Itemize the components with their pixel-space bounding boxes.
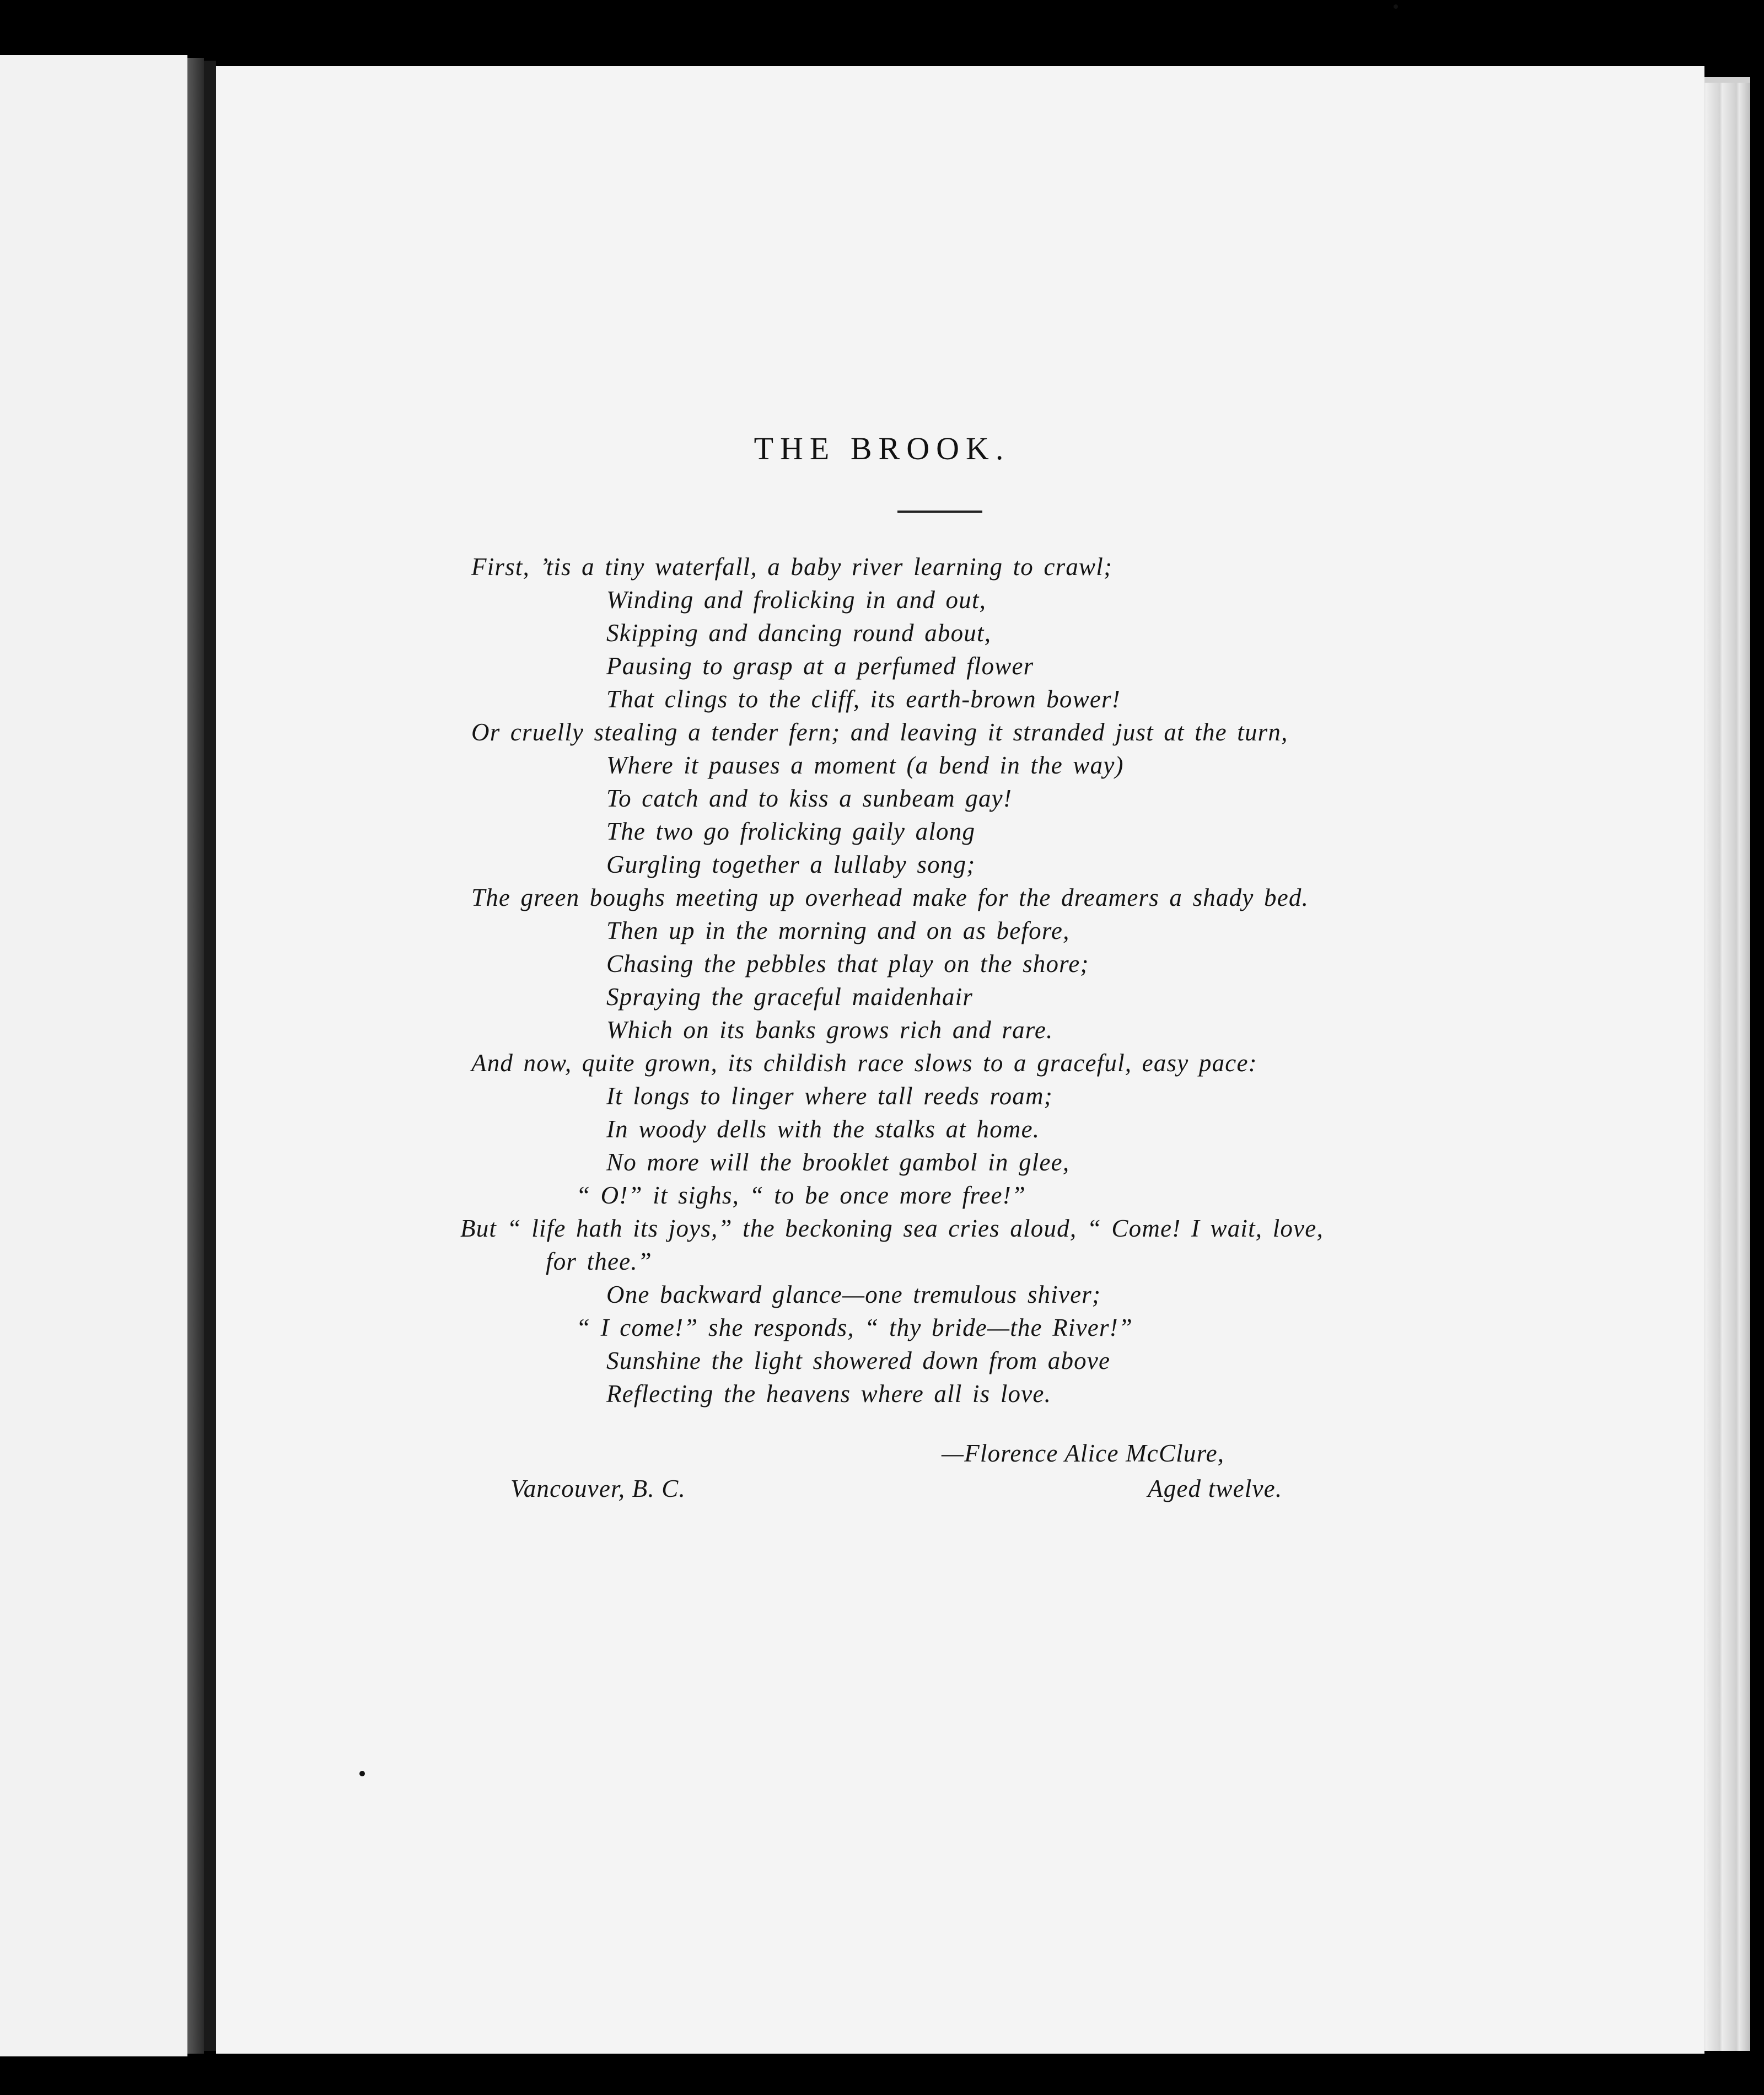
poem-line: Or cruelly stealing a tender fern; and leaving it stranded just at the turn,	[471, 718, 1288, 746]
scan-speck	[359, 1771, 365, 1776]
poem-body	[452, 550, 1444, 1410]
poem-line: That clings to the cliff, its earth-brown bower!	[606, 685, 1121, 713]
scan-speck	[1394, 4, 1398, 9]
poem-line: Sunshine the light showered down from above	[606, 1347, 1111, 1374]
poem-line: Pausing to grasp at a perfumed flower	[606, 652, 1034, 680]
poem-line: One backward glance—one tremulous shiver;	[606, 1281, 1101, 1308]
author-name: —Florence Alice McClure,	[942, 1439, 1225, 1467]
left-page	[0, 55, 187, 2056]
poem-line: “ I come!” she responds, “ thy bride—the River!”	[576, 1314, 1133, 1341]
poem-line: Skipping and dancing round about,	[606, 619, 992, 647]
poem-line: No more will the brooklet gambol in glee,	[606, 1148, 1070, 1176]
left-page-edge	[187, 58, 204, 2054]
poem-line: Reflecting the heavens where all is love.	[606, 1380, 1052, 1408]
poem-line: Gurgling together a lullaby song;	[606, 851, 976, 878]
poem-line: Spraying the graceful maidenhair	[606, 983, 974, 1011]
author-place: Vancouver, B. C.	[510, 1475, 686, 1502]
poem-title: THE BROOK.	[754, 431, 1010, 466]
poem-line: “ O!” it sighs, “ to be once more free!”	[576, 1181, 1026, 1209]
poem-line: Then up in the morning and on as before,	[606, 917, 1070, 944]
book-gutter	[204, 61, 216, 2051]
poem-line: The two go frolicking gaily along	[606, 818, 976, 845]
poem-line: Which on its banks grows rich and rare.	[606, 1016, 1053, 1044]
author-age: Aged twelve.	[1148, 1475, 1283, 1502]
poem-line: In woody dells with the stalks at home.	[606, 1115, 1040, 1143]
poem-line: The green boughs meeting up overhead make for the dreamers a shady bed.	[471, 884, 1309, 911]
poem-line: Winding and frolicking in and out,	[606, 586, 987, 614]
poem-line: To catch and to kiss a sunbeam gay!	[606, 785, 1013, 812]
title-rule	[897, 511, 982, 513]
poem-line: Chasing the pebbles that play on the shore;	[606, 950, 1089, 977]
poem-line: It longs to linger where tall reeds roam;	[606, 1082, 1053, 1110]
stacked-page-edges	[1698, 83, 1750, 2051]
poem-line: Where it pauses a moment (a bend in the way)	[606, 751, 1124, 779]
poem-line: And now, quite grown, its childish race slows to a graceful, easy pace:	[471, 1049, 1257, 1077]
poem-line: for thee.”	[546, 1248, 652, 1275]
poem-line: But “ life hath its joys,” the beckoning sea cries aloud, “ Come! I wait, love,	[460, 1215, 1324, 1242]
poem-line: First, ’tis a tiny waterfall, a baby river learning to crawl;	[471, 553, 1113, 581]
